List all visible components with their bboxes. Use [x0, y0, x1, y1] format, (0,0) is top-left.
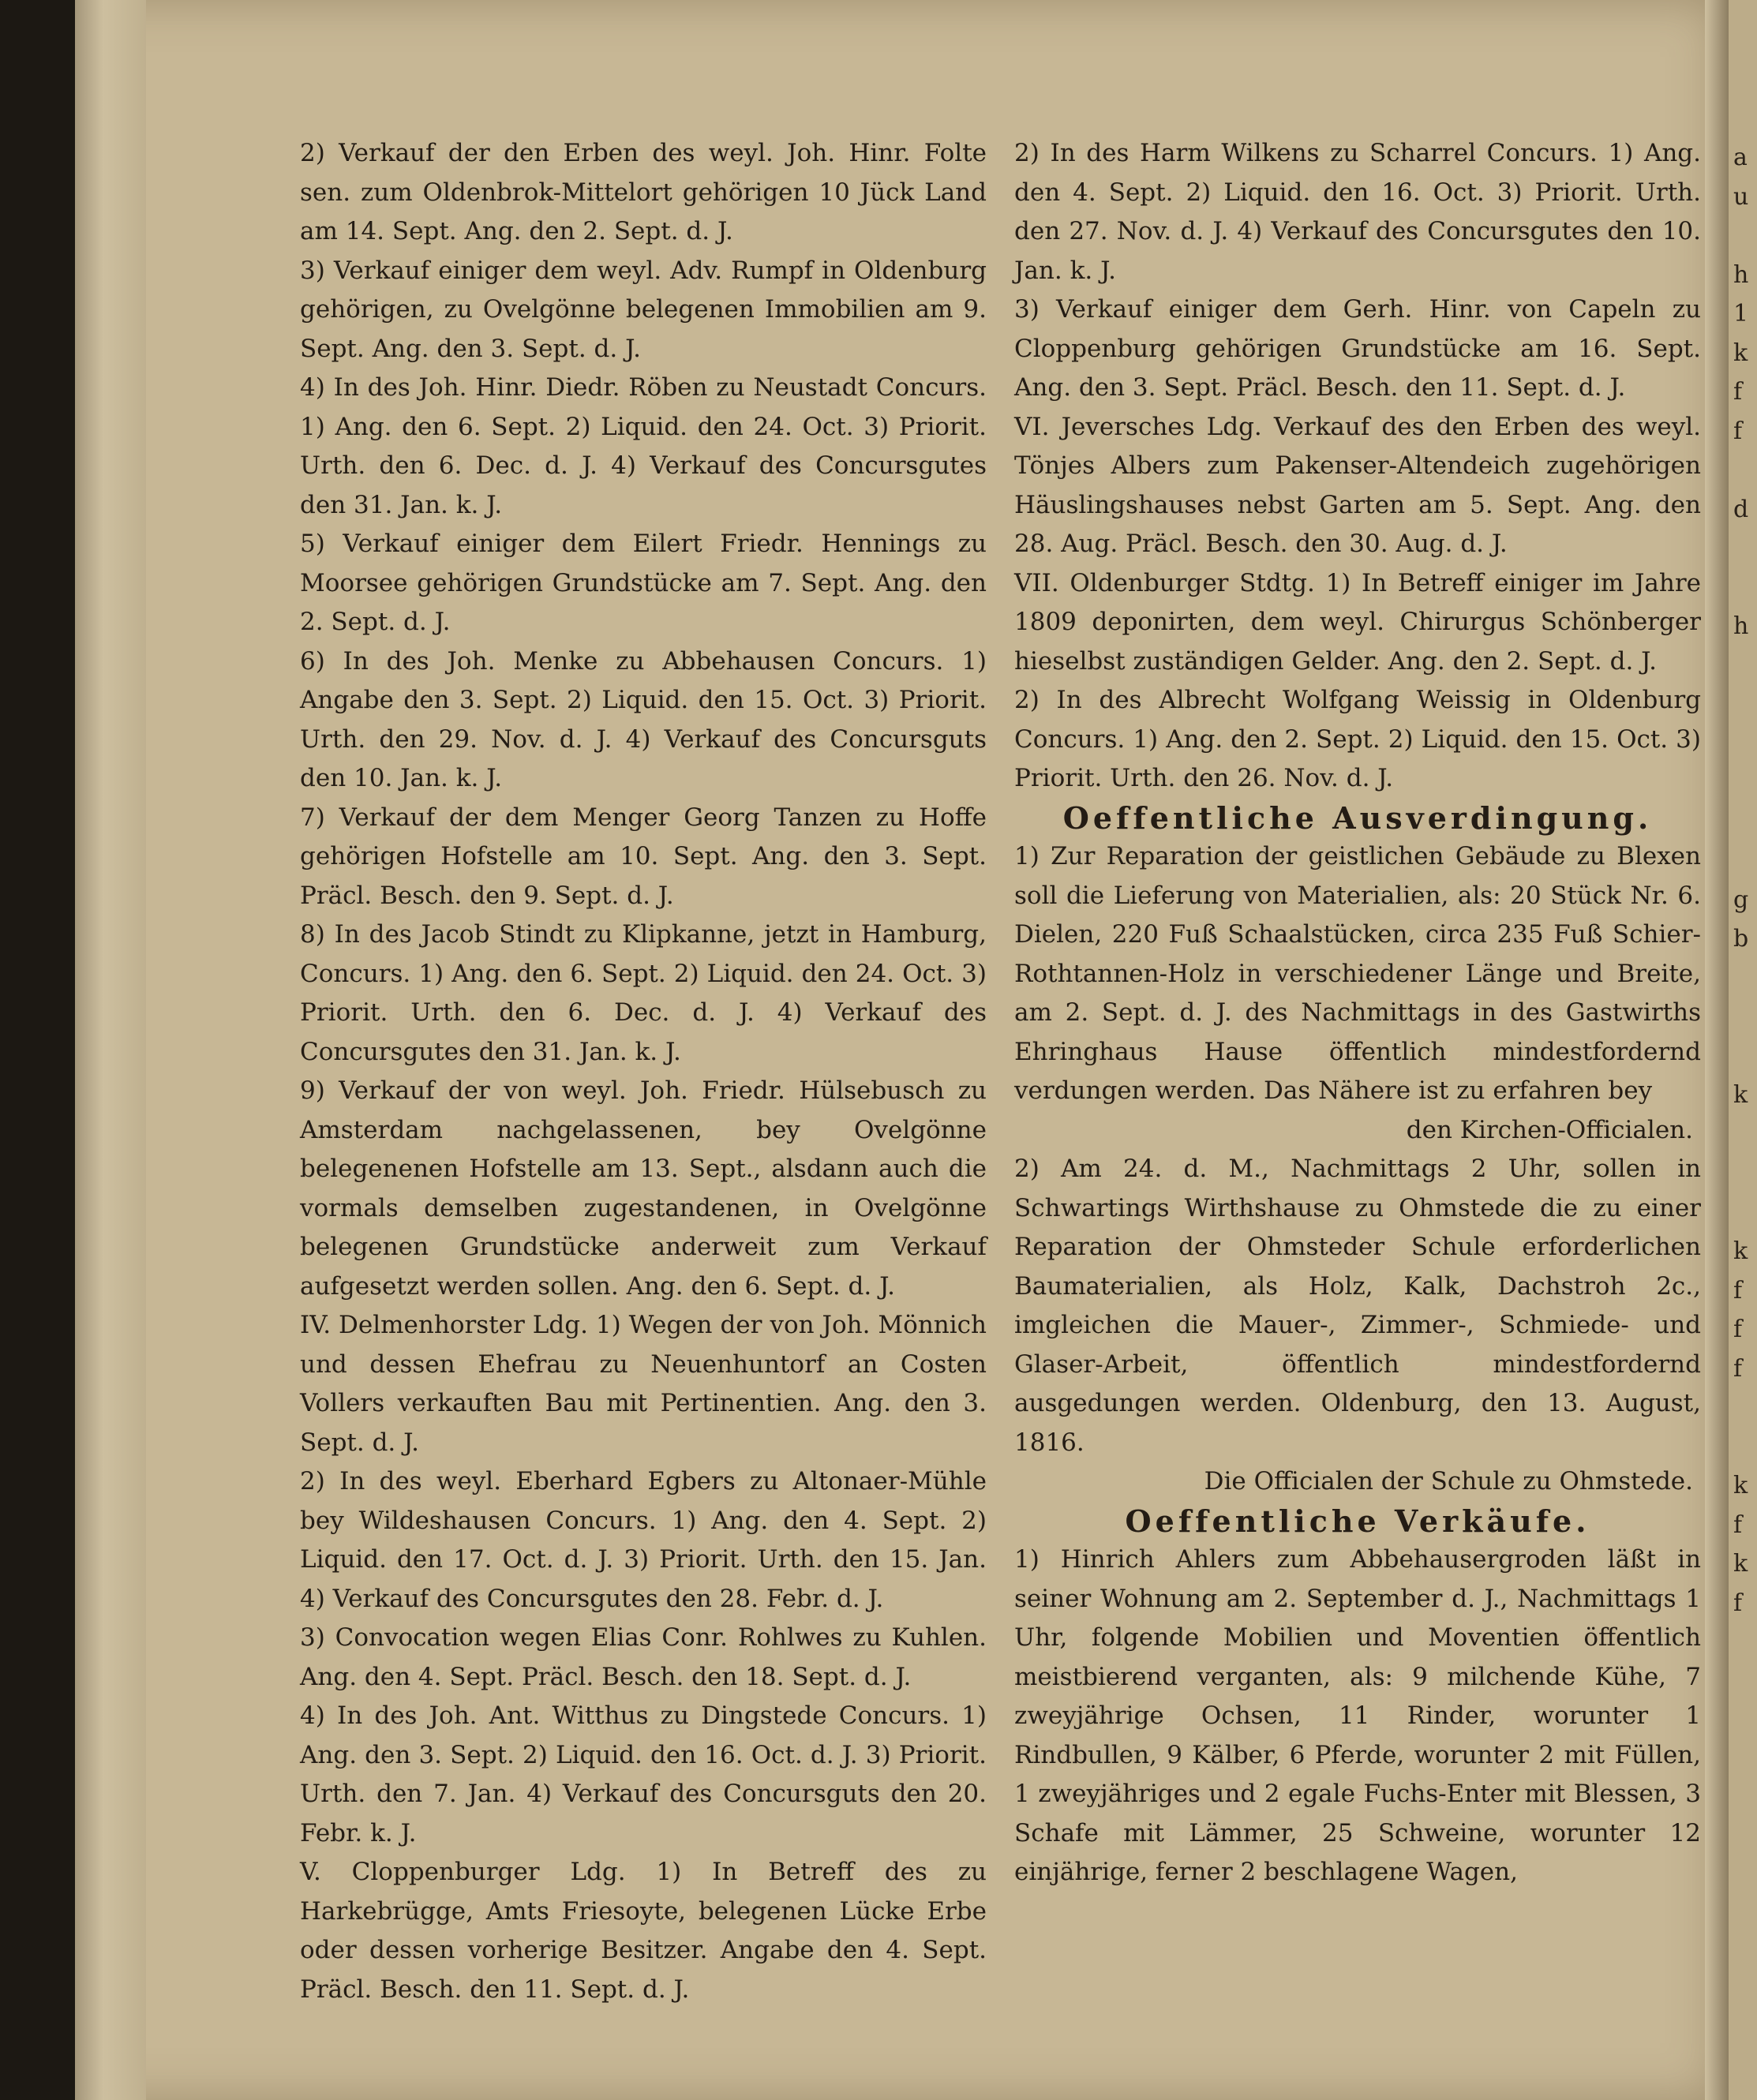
left-paragraph: 3) Convocation wegen Elias Conr. Rohlwes zu Kuhlen. Ang. den 4. Sept. Präcl. Besch. den 18. Sept. d. J. — [300, 1623, 987, 1691]
right-paragraph: VI. Jeversches Ldg. Verkauf des den Erben des weyl. Tönjes Albers zum Pakenser-Altendeich zugehörigen Häuslingshauses nebst Garten am 5. Sept. Ang. den 28. Aug. Präcl. Besch. den 30. Aug. d. J. — [1014, 412, 1701, 558]
left-paragraph: 9) Verkauf der von weyl. Joh. Friedr. Hülsebusch zu Amsterdam nachgelassenen, bey Ovelgönne belegenenen Hofstelle am 13. Sept., alsdann auch die vormals demselben zugestandenen, in Ovelgönne belegenen Grundstücke anderweit zum Verkauf aufgesetzt werden sollen. Ang. den 6. Sept. d. J. — [300, 1076, 987, 1301]
page-stack-edge — [75, 0, 146, 2100]
signature-line: den Kirchen-Officialen. — [1406, 1115, 1693, 1144]
right-column — [1014, 134, 1701, 1892]
left-paragraph: 3) Verkauf einiger dem weyl. Adv. Rumpf in Oldenburg gehörigen, zu Ovelgönne belegenen Immobilien am 9. Sept. Ang. den 3. Sept. d. J. — [300, 256, 987, 363]
left-column — [300, 134, 987, 2009]
left-paragraph: 7) Verkauf der dem Menger Georg Tanzen zu Hoffe gehörigen Hofstelle am 10. Sept. Ang. den 3. Sept. Präcl. Besch. den 9. Sept. d. J. — [300, 803, 987, 910]
left-paragraph: 2) Verkauf der den Erben des weyl. Joh. Hinr. Folte sen. zum Oldenbrok-Mittelort gehörigen 10 Jück Land am 14. Sept. Ang. den 2. Sept. d. J. — [300, 139, 987, 245]
left-paragraph: 4) In des Joh. Hinr. Diedr. Röben zu Neustadt Concurs. 1) Ang. den 6. Sept. 2) Liquid. den 24. Oct. 3) Priorit. Urth. den 6. Dec. d. J. 4) Verkauf des Concursgutes den 31. Jan. k. J. — [300, 373, 987, 519]
left-paragraph: IV. Delmenhorster Ldg. 1) Wegen der von Joh. Mönnich und dessen Ehefrau zu Neuenhuntorf an Costen Vollers verkauften Bau mit Pertinentien. Ang. den 3. Sept. d. J. — [300, 1311, 987, 1457]
left-paragraph: 5) Verkauf einiger dem Eilert Friedr. Hennings zu Moorsee gehörigen Grundstücke am 7. Sept. Ang. den 2. Sept. d. J. — [300, 530, 987, 636]
next-page-text: a u h 1 k f f d h g b k k f f f k f k f — [1733, 144, 1749, 1617]
book-gutter — [1705, 0, 1729, 2100]
next-page-edge — [1729, 0, 1757, 2100]
right-paragraph: 1) Hinrich Ahlers zum Abbehausergroden läßt in seiner Wohnung am 2. September d. J., Nachmittags 1 Uhr, folgende Mobilien und Moventien öffentlich meistbierend verganten, als: 9 milchende Kühe, 7 zweyjährige Ochsen, 11 Rinder, worunter 1 Rindbullen, 9 Kälber, 6 Pferde, worunter 2 mit Füllen, 1 zweyjähriges und 2 egale Fuchs-Enter mit Blessen, 3 Schafe mit Lämmer, 25 Schweine, worunter 12 einjährige, ferner 2 beschlagene Wagen, — [1014, 1545, 1701, 1886]
right-paragraph: 2) In des Albrecht Wolfgang Weissig in Oldenburg Concurs. 1) Ang. den 2. Sept. 2) Liquid. den 15. Oct. 3) Priorit. Urth. den 26. Nov. d. J. — [1014, 686, 1701, 792]
section-heading-verkaeufe: Oeffentliche Verkäufe. — [1125, 1503, 1590, 1539]
right-paragraph: 2) Am 24. d. M., Nachmittags 2 Uhr, sollen in Schwartings Wirthshause zu Ohmstede die zu einer Reparation der Ohmsteder Schule erforderlichen Baumaterialien, als Holz, Kalk, Dachstroh 2c., imgleichen die Mauer-, Zimmer-, Schmiede- und Glaser-Arbeit, öffentlich mindestfordernd ausgedungen werden. Oldenburg, den 13. August, 1816. — [1014, 1155, 1701, 1457]
left-paragraph: V. Cloppenburger Ldg. 1) In Betreff des zu Harkebrügge, Amts Friesoyte, belegenen Lücke Erbe oder dessen vorherige Besitzer. Angabe den 4. Sept. Präcl. Besch. den 11. Sept. d. J. — [300, 1858, 987, 2004]
left-paragraph: 4) In des Joh. Ant. Witthus zu Dingstede Concurs. 1) Ang. den 3. Sept. 2) Liquid. den 16. Oct. d. J. 3) Priorit. Urth. den 7. Jan. 4) Verkauf des Concursguts den 20. Febr. k. J. — [300, 1701, 987, 1847]
signature-line: Die Officialen der Schule zu Ohmstede. — [1204, 1467, 1693, 1495]
right-paragraph: 3) Verkauf einiger dem Gerh. Hinr. von Capeln zu Cloppenburg gehörigen Grundstücke am 16. Sept. Ang. den 3. Sept. Präcl. Besch. den 11. Sept. d. J. — [1014, 295, 1701, 402]
left-paragraph: 2) In des weyl. Eberhard Egbers zu Altonaer-Mühle bey Wildeshausen Concurs. 1) Ang. den 4. Sept. 2) Liquid. den 17. Oct. d. J. 3) Priorit. Urth. den 15. Jan. 4) Verkauf des Concursgutes den 28. Febr. d. J. — [300, 1467, 987, 1613]
right-paragraph: VII. Oldenburger Stdtg. 1) In Betreff einiger im Jahre 1809 deponirten, dem weyl. Chirurgus Schönberger hieselbst zuständigen Gelder. Ang. den 2. Sept. d. J. — [1014, 568, 1701, 676]
section-heading-ausverdingung: Oeffentliche Ausverdingung. — [1062, 799, 1653, 836]
left-paragraph: 8) In des Jacob Stindt zu Klipkanne, jetzt in Hamburg, Concurs. 1) Ang. den 6. Sept. 2) Liquid. den 24. Oct. 3) Priorit. Urth. den 6. Dec. d. J. 4) Verkauf des Concursgutes den 31. Jan. k. J. — [300, 920, 987, 1066]
right-paragraph: 2) In des Harm Wilkens zu Scharrel Concurs. 1) Ang. den 4. Sept. 2) Liquid. den 16. Oct. 3) Priorit. Urth. den 27. Nov. d. J. 4) Verkauf des Concursgutes den 10. Jan. k. J. — [1014, 139, 1701, 285]
right-paragraph: 1) Zur Reparation der geistlichen Gebäude zu Blexen soll die Lieferung von Materialien, als: 20 Stück Nr. 6. Dielen, 220 Fuß Schaalstücken, circa 235 Fuß Schier-Rothtannen-Holz in verschiedener Länge und Breite, am 2. Sept. d. J. des Nachmittags in des Gastwirths Ehringhaus Hause öffentlich mindestfordernd verdungen werden. Das Nähere ist zu erfahren bey — [1014, 842, 1701, 1105]
left-paragraph: 6) In des Joh. Menke zu Abbehausen Concurs. 1) Angabe den 3. Sept. 2) Liquid. den 15. Oct. 3) Priorit. Urth. den 29. Nov. d. J. 4) Verkauf des Concursguts den 10. Jan. k. J. — [300, 646, 987, 792]
